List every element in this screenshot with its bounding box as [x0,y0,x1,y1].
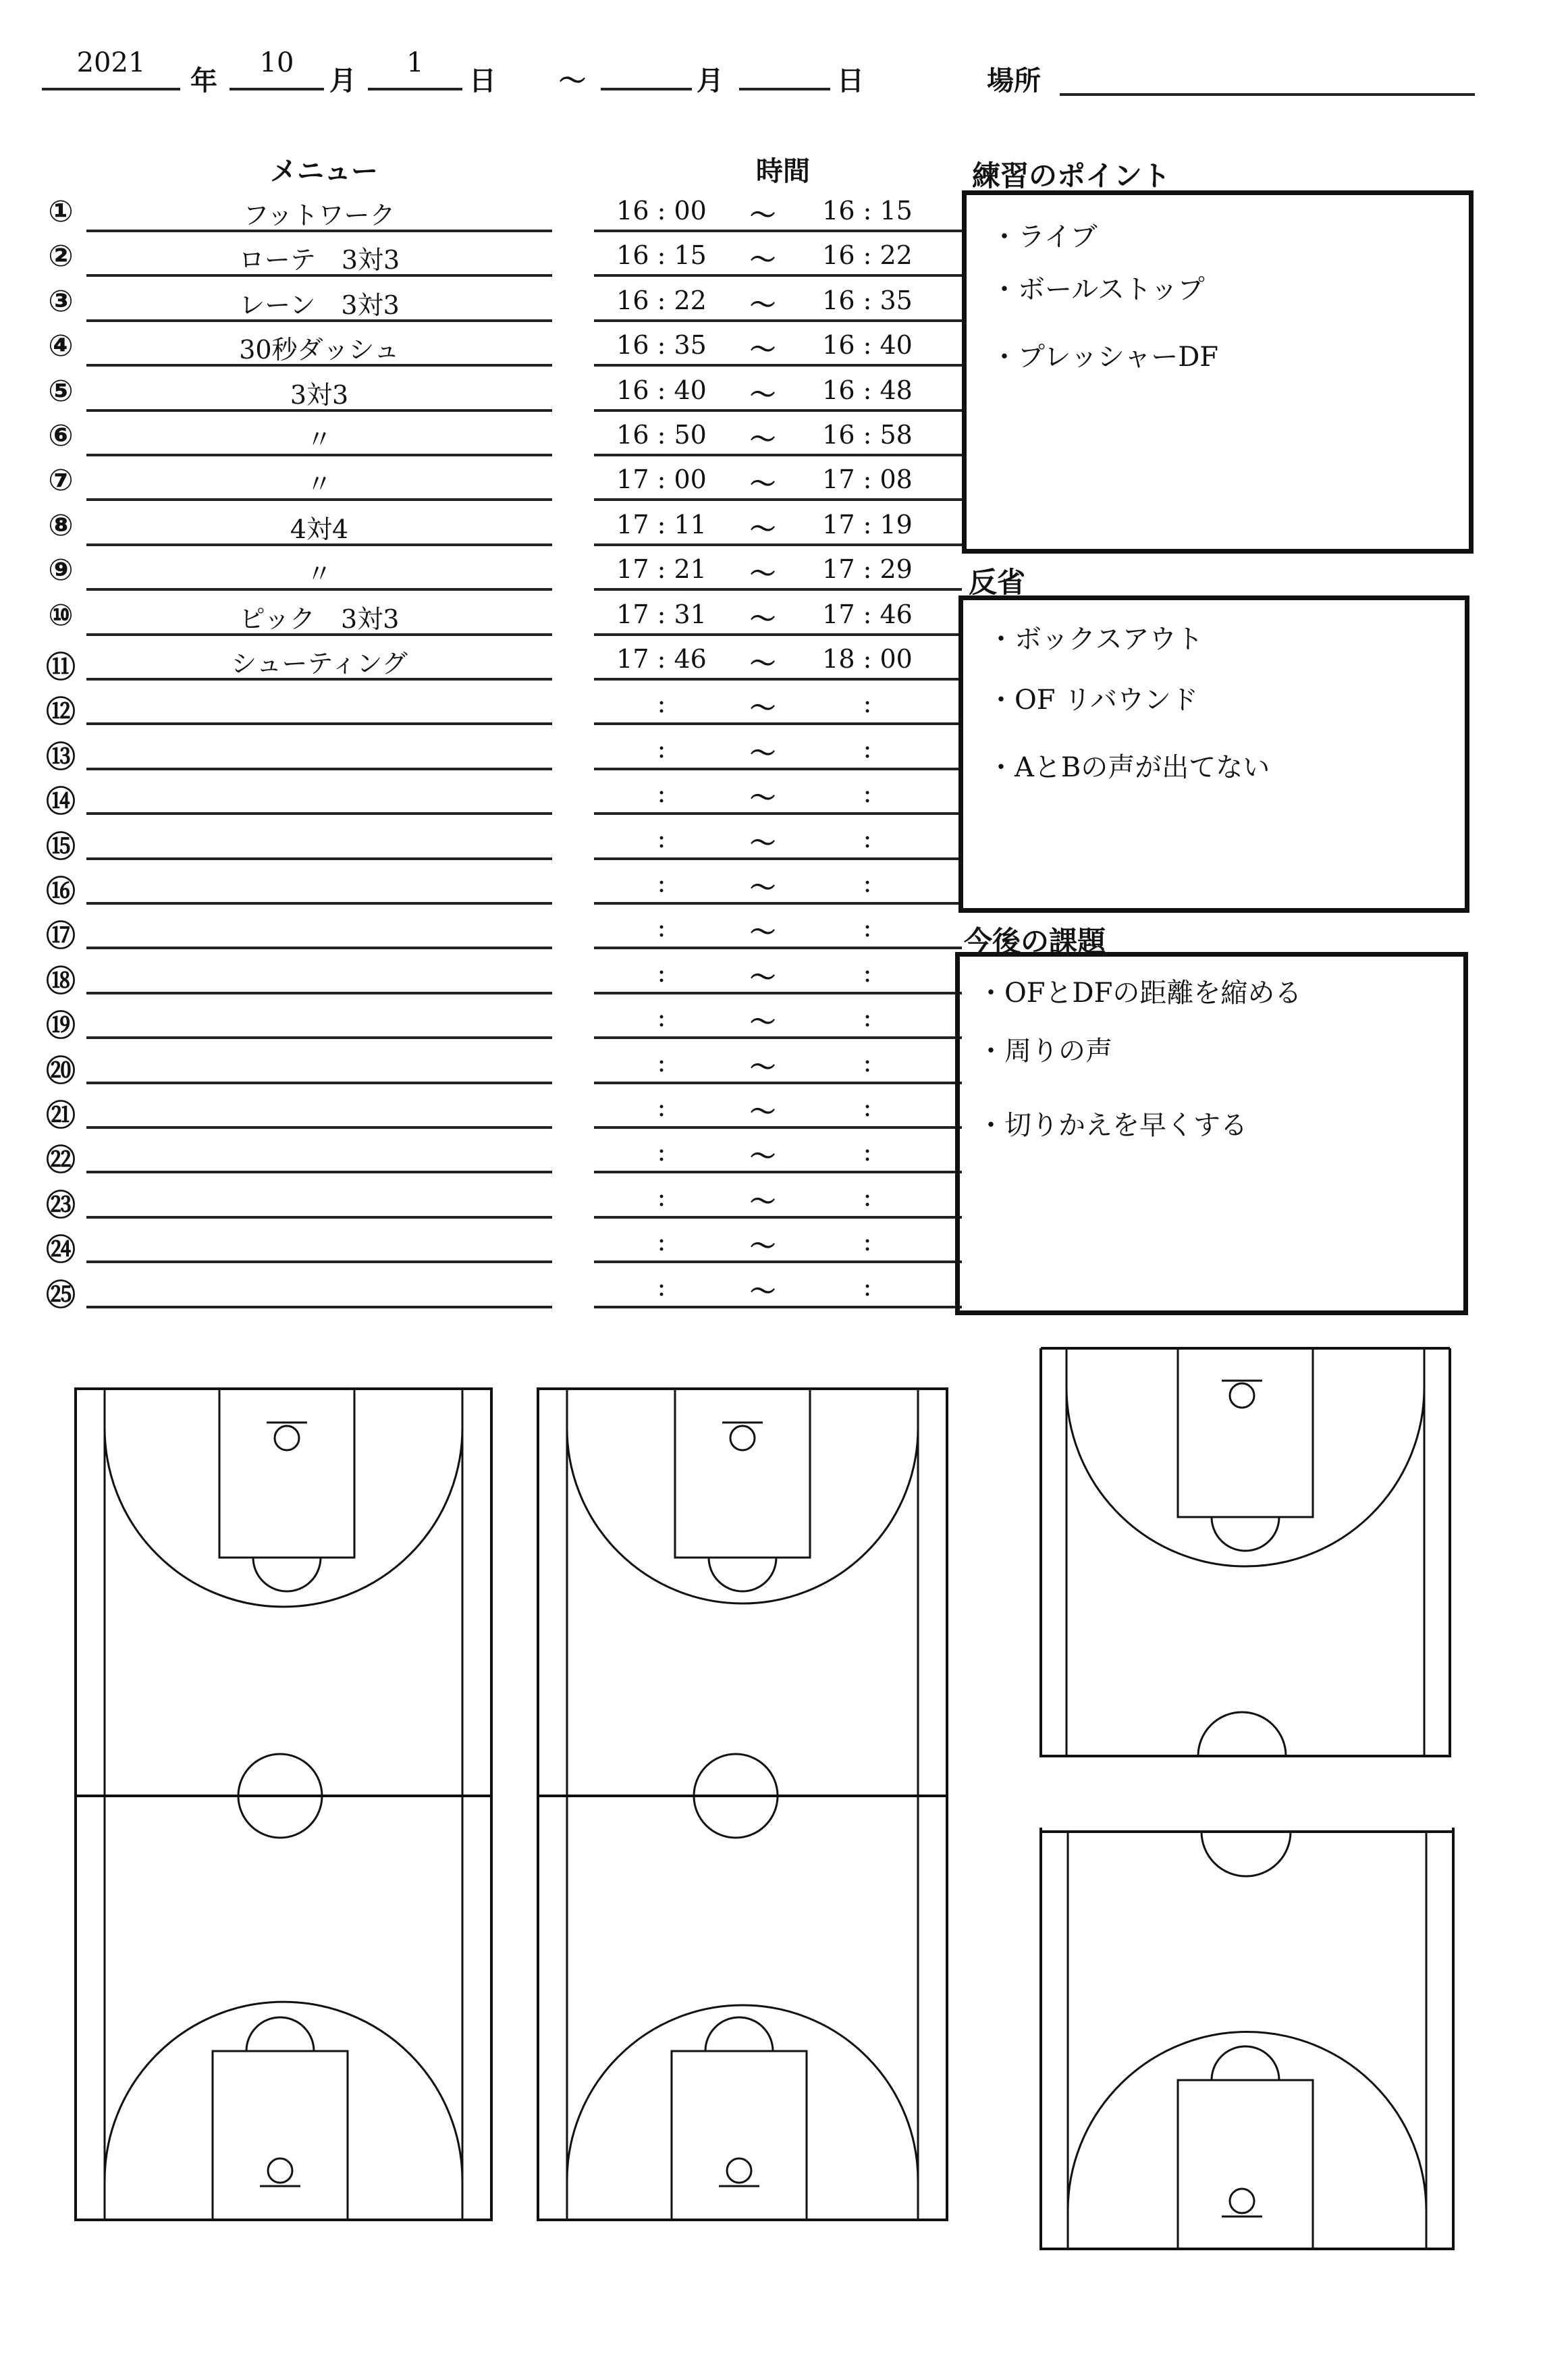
start-time: 17 : 31 [616,599,707,629]
menu-text: ローテ 3対3 [238,245,400,275]
start-time: 16 : 40 [616,375,707,405]
court-outline [76,1389,491,2220]
row-number: ⑤ [48,373,74,408]
start-time: : [657,733,666,764]
menu-field[interactable] [86,1041,552,1084]
start-time: : [657,1092,666,1122]
start-time: : [657,1227,666,1257]
time-field[interactable] [594,458,962,501]
year-value: 2021 [76,47,146,78]
row-number: ① [48,194,74,229]
day-label: 日 [469,65,496,97]
row-number: ⑯ [46,874,76,909]
time-separator: ～ [749,1231,776,1262]
time-field[interactable] [594,1265,962,1308]
end-time: 16 : 58 [822,420,913,450]
points-item: ・ボールストップ [991,274,1205,305]
menu-field[interactable] [86,1220,552,1263]
end-time: 17 : 29 [822,554,913,585]
time-separator: ～ [749,513,776,544]
issues-box[interactable] [955,952,1468,1315]
center-circle [1198,1712,1286,1756]
time-separator: ～ [749,1186,776,1217]
start-time: : [657,1047,666,1078]
time-field[interactable] [594,817,962,860]
start-time: : [657,957,666,988]
menu-text: 3対3 [290,379,349,410]
month-field[interactable] [229,47,324,90]
month-label: 月 [329,65,356,97]
menu-text [86,1220,552,1225]
start-time: : [657,1003,666,1033]
start-time: 17 : 00 [616,464,707,495]
menu-text [86,1130,552,1136]
end-time: : [863,778,872,809]
menu-field[interactable] [86,369,552,412]
end-time: : [863,1003,872,1033]
menu-field[interactable] [86,996,552,1039]
end-time: 17 : 08 [822,464,913,495]
menu-field[interactable] [86,1175,552,1219]
row-number: ⑭ [46,785,76,820]
time-field[interactable] [594,1175,962,1219]
menu-field[interactable] [86,503,552,546]
menu-text [86,1041,552,1046]
reflection-title: 反省 [969,566,1026,599]
menu-text [86,906,552,911]
time-field[interactable] [594,996,962,1039]
menu-text: 〃 [306,425,332,454]
end-time: : [863,868,872,898]
issues-item: ・周りの声 [977,1036,1112,1067]
menu-text [86,682,552,687]
time-separator: ～ [749,289,776,320]
end-time: 16 : 22 [822,240,913,271]
time-field[interactable] [594,503,962,546]
time-separator: ～ [749,379,776,410]
points-box[interactable] [962,190,1474,554]
row-number: ② [48,239,74,274]
end-time: 17 : 19 [822,509,913,539]
court-outline [538,1389,947,2220]
menu-field[interactable] [86,1086,552,1129]
end-time: : [863,1182,872,1212]
menu-text: レーン 3対3 [239,290,400,320]
month2-field[interactable] [601,47,692,90]
menu-text: ピック 3対3 [239,604,400,634]
end-time: : [863,733,872,764]
time-separator: ～ [749,693,776,724]
time-separator: ～ [749,872,776,903]
start-time: : [657,1271,666,1302]
menu-field[interactable] [86,682,552,725]
hoop [1230,2189,1254,2213]
time-separator: ～ [749,424,776,454]
time-field[interactable] [594,189,962,232]
issues-item: ・切りかえを早くする [977,1110,1247,1141]
key-area [213,2051,348,2220]
full-court-diagram[interactable] [537,1387,948,2221]
menu-field[interactable] [86,637,552,681]
points-item: ・ライブ [991,221,1098,253]
menu-field[interactable] [86,861,552,905]
issues-item: ・OFとDFの距離を縮める [977,978,1302,1009]
time-separator: ～ [749,1096,776,1127]
menu-text: 〃 [306,559,332,589]
time-separator: ～ [749,1275,776,1306]
row-number: ⑩ [48,598,74,633]
menu-text [86,951,552,957]
hoop [268,2158,292,2183]
time-field[interactable] [594,548,962,591]
day2-field[interactable] [739,47,830,90]
reflection-item: ・AとBの声が出てない [988,752,1270,783]
row-number: ⑳ [46,1053,76,1088]
start-time: : [657,778,666,809]
menu-text [86,996,552,1001]
start-time: 16 : 15 [616,240,707,271]
end-time: : [863,913,872,943]
start-time: : [657,823,666,853]
menu-field[interactable] [86,727,552,770]
end-time: 18 : 00 [822,644,913,674]
hoop [730,1426,755,1450]
row-number: ⑪ [46,650,76,685]
row-number: ㉕ [46,1277,76,1312]
menu-text: 30秒ダッシュ [239,335,400,365]
row-number: ⑫ [46,695,76,730]
reflection-box[interactable] [958,595,1469,913]
time-field[interactable] [594,1086,962,1129]
row-number: ⑨ [48,553,74,588]
month2-label: 月 [697,65,724,97]
time-field[interactable] [594,637,962,681]
menu-field[interactable] [86,189,552,232]
time-field[interactable] [594,323,962,367]
time-separator: ～ [749,603,776,634]
time-separator: ～ [749,917,776,948]
end-time: 16 : 40 [822,330,913,361]
hoop [275,1426,299,1450]
time-separator: ～ [749,200,776,230]
time-separator: ～ [749,244,776,275]
start-time: 17 : 11 [616,509,707,539]
key-area [1178,1348,1313,1517]
end-time: : [863,1137,872,1167]
row-number: ㉔ [46,1233,76,1268]
start-time: 17 : 21 [616,554,707,585]
row-number: ㉓ [46,1188,76,1223]
time-separator: ～ [749,827,776,858]
full-court-diagram[interactable] [74,1387,493,2221]
menu-text [86,772,552,777]
time-separator: ～ [749,1051,776,1082]
time-field[interactable] [594,593,962,636]
day-value: 1 [406,47,424,78]
time-field[interactable] [594,906,962,949]
menu-text [86,1086,552,1091]
start-time: : [657,913,666,943]
menu-field[interactable] [86,1265,552,1308]
menu-text: フットワーク [243,201,396,230]
end-time: 16 : 35 [822,285,913,315]
key-area [219,1389,354,1558]
start-time: : [657,689,666,719]
year-field[interactable] [42,47,180,90]
row-number: ⑲ [46,1009,76,1044]
menu-text: 〃 [306,469,332,500]
start-time: 16 : 22 [616,285,707,315]
time-field[interactable] [594,413,962,456]
menu-text: シューティング [231,649,408,679]
row-number: ⑰ [46,919,76,954]
row-number: ⑬ [46,739,76,774]
time-separator: ～ [749,1141,776,1172]
row-number: ⑧ [48,508,74,543]
start-time: 16 : 50 [616,420,707,450]
time-field[interactable] [594,1220,962,1263]
menu-field[interactable] [86,1130,552,1173]
time-field[interactable] [594,279,962,322]
time-field[interactable] [594,369,962,412]
row-number: ⑱ [46,963,76,999]
end-time: : [863,689,872,719]
range-separator: ～ [559,65,586,97]
time-separator: ～ [749,1007,776,1038]
end-time: : [863,957,872,988]
menu-field[interactable] [86,772,552,815]
row-number: ③ [48,284,74,319]
time-field[interactable] [594,727,962,770]
time-field[interactable] [594,861,962,905]
time-field[interactable] [594,951,962,994]
time-header: 時間 [756,156,810,187]
menu-field[interactable] [86,413,552,456]
time-separator: ～ [749,648,776,679]
end-time: 17 : 46 [822,599,913,629]
start-time: 16 : 00 [616,196,707,225]
issues-title: 今後の課題 [964,925,1106,958]
time-field[interactable] [594,1041,962,1084]
end-time: : [863,1047,872,1078]
menu-text [86,817,552,822]
menu-header: メニュー [270,156,378,187]
half-court-diagram[interactable] [1039,1826,1455,2252]
row-number: ⑮ [46,829,76,864]
time-separator: ～ [749,469,776,500]
time-field[interactable] [594,234,962,277]
half-court-diagram[interactable] [1039,1347,1451,1759]
menu-field[interactable] [86,951,552,994]
end-time: : [863,1227,872,1257]
row-number: ⑦ [48,463,74,498]
start-time: : [657,868,666,898]
time-field[interactable] [594,1130,962,1173]
year-label: 年 [190,65,217,97]
reflection-item: ・ボックスアウト [988,624,1204,655]
menu-field[interactable] [86,234,552,277]
time-field[interactable] [594,772,962,815]
menu-field[interactable] [86,817,552,860]
key-area [1178,2080,1313,2249]
menu-text [86,1175,552,1181]
menu-field[interactable] [86,593,552,636]
time-separator: ～ [749,737,776,768]
menu-text: 4対4 [290,514,349,544]
key-area [672,2051,807,2220]
start-time: : [657,1137,666,1167]
end-time: 16 : 15 [822,196,913,225]
row-number: ㉑ [46,1098,76,1133]
start-time: 16 : 35 [616,330,707,361]
menu-text [86,861,552,867]
time-separator: ～ [749,961,776,992]
points-title: 練習のポイント [972,159,1171,192]
menu-field[interactable] [86,323,552,367]
start-time: : [657,1182,666,1212]
start-time: 17 : 46 [616,644,707,674]
hoop [1230,1383,1254,1408]
end-time: : [863,1092,872,1122]
place-field[interactable] [1060,54,1475,96]
month-value: 10 [259,47,294,78]
center-circle [1201,1832,1291,1876]
menu-text [86,727,552,733]
place-label: 場所 [987,65,1041,97]
menu-field[interactable] [86,458,552,501]
end-time: : [863,823,872,853]
time-separator: ～ [749,558,776,589]
row-number: ⑥ [48,419,74,453]
row-number: ㉒ [46,1143,76,1178]
end-time: : [863,1271,872,1302]
row-number: ④ [48,329,74,364]
menu-text [86,1265,552,1271]
time-field[interactable] [594,682,962,725]
hoop [727,2158,751,2183]
menu-field[interactable] [86,279,552,322]
points-item: ・プレッシャーDF [991,342,1219,373]
day-field[interactable] [368,47,462,90]
day2-label: 日 [837,65,864,97]
time-separator: ～ [749,334,776,365]
menu-field[interactable] [86,906,552,949]
key-area [675,1389,810,1558]
end-time: 16 : 48 [822,375,913,405]
reflection-item: ・OF リバウンド [988,685,1199,716]
time-separator: ～ [749,782,776,814]
menu-field[interactable] [86,548,552,591]
